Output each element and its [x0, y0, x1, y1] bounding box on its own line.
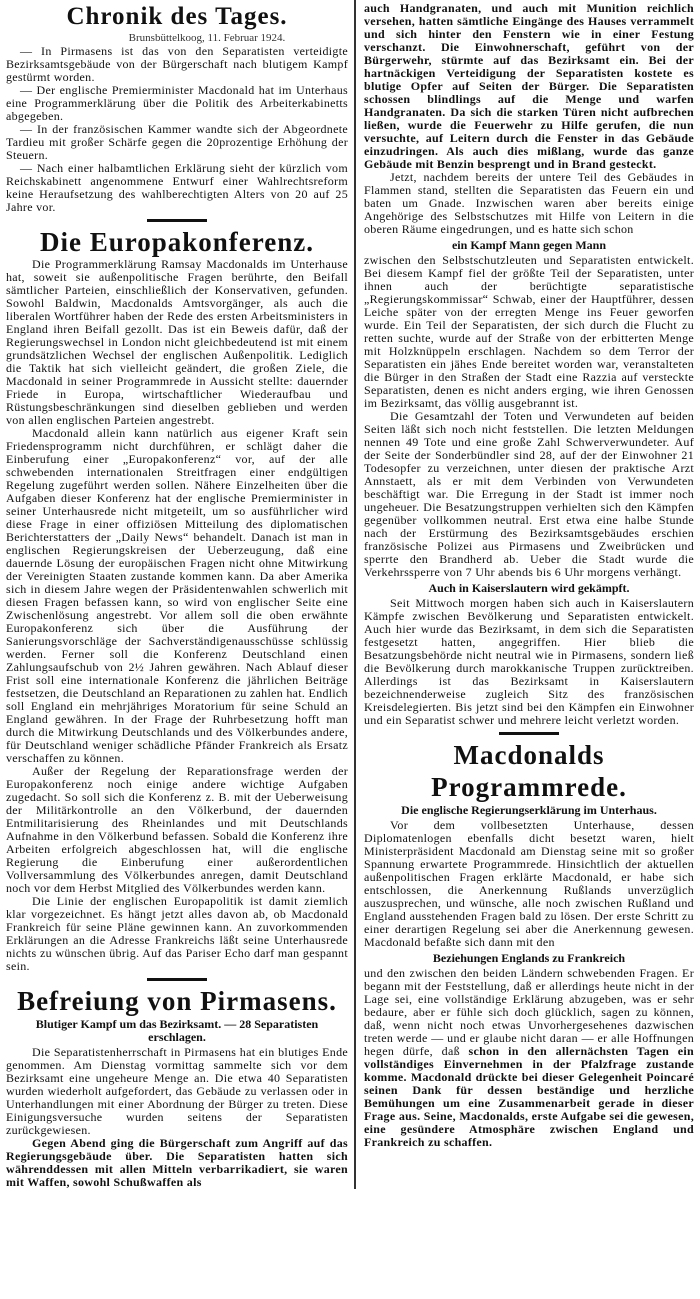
paragraph-text: und den zwischen den beiden Ländern schwebenden Fragen. Er begann mit der Feststellung, daß er allerdings heute nicht in der Lage sei, eine vollständige Erklärung abzugeben, was er sehr bedaure, aber er fühle sich doch glücklich, sagen zu können, daß, wenn nicht noch etwas Unvorhergesehenes dazwischen treten werde — und er glaube nicht daran — er alle Hoffnungen hegen dürfe, daß [364, 966, 694, 1058]
subheading: ein Kampf Mann gegen Mann [451, 238, 606, 252]
europakonferenz-article [6, 226, 348, 973]
pirmasens-article [6, 985, 348, 1189]
article-paragraph: Seit Mittwoch morgen haben sich auch in Kaiserslautern Kämpfe zwischen Bevölkerung und Separatisten entwickelt. Auch hier wurde das Bezirksamt, in dem sich die Separatisten festgesetzt hatten, angegriffen. Hier blieb die Besatzungsbehörde nicht neutral wie in Pirmasens, sondern ließ die Bevölkerung durch marokkanische Truppen zurücktreiben. Allerdings ist das Bezirksamt in Kaiserslautern bezeichnenderweise zugleich Sitz des französischen Kreisdelegierten. Bis jetzt sind bei den Kämpfen ein Einwohner und ein Separatist schwer und mehrere leicht verletzt worden. [364, 596, 694, 727]
pirmasens-article-continued [364, 2, 694, 727]
article-paragraph: Macdonald allein kann natürlich aus eigener Kraft sein Friedensprogramm nicht durchführen, er schlägt daher die Einberufung einer „Europakonferenz“ vor, auf der alle schwebenden internationalen Streitfragen einer endgültigen Regelung zugeführt werden sollen. Nähere Einzelheiten über die Aufgaben dieser Konferenz hat der englische Premierminister in seiner Unterhausrede nicht mitgeteilt, um so ausführlicher wird diese Frage in einer offiziösen Mitteilung des diplomatischen Berichterstatters der „Daily News“ behandelt. Danach ist man in englischen Regierungskreisen der Ueberzeugung, daß eine dauernde Lösung der europäischen Fragen nicht ohne Mitwirkung der Vereinigten Staaten zustande kommen kann. Da aber Amerika sich in diesem Jahre wegen der Präsidentenwahlen schwerlich mit diesen Fragen befassen kann, so wird von englischer Seite eine Zwischenlösung angestrebt. Vor allem soll die oben erwähnte Europakonferenz sich über die Ausführung der Sanierungsvorschläge der Sachverständigenausschüsse schlüssig werden. Ferner soll die Konferenz Deutschland einen Zahlungsaufschub von 2½ Jahren gewähren. Nach Ablauf dieser Frist soll eine internationale Konferenz die jährlichen Beiträge festsetzen, die Deutschland an Reparationen zu zahlen hat. Endlich soll England ein mehrjähriges Moratorium für seine Schuld an England gewähren. In der Frage der Ruhrbesetzung hofft man durch die Mitwirkung Deutschlands und des Völkerbundes andere, für Deutschland weniger schädliche Pfänder Frankreich als Ersatz verschaffen zu können. [6, 426, 348, 765]
chronik-item: — In der französischen Kammer wandte sich der Abgeordnete Tardieu mit großer Schärfe gegen die 20prozentige Erhöhung der Steuern. [6, 122, 348, 162]
subheading: Auch in Kaiserslautern wird gekämpft. [428, 581, 630, 595]
article-separator [147, 978, 207, 981]
right-column [354, 0, 700, 1189]
europakonferenz-title: Die Europakonferenz. [39, 227, 314, 257]
macdonald-title: Macdonalds Programmrede. [431, 740, 627, 802]
article-paragraph: Außer der Regelung der Reparationsfrage werden der Europakonferenz noch einige andere wichtige Aufgaben zugedacht. So soll sich die Konferenz z. B. mit der Ueberweisung der Militärkontrolle an den Völkerbund, der dauernden Entmilitarisierung des Rheinlandes und mit Deutschlands Aufnahme in den Völkerbund befassen. Sobald die Konferenz ihre Arbeiten erfolgreich abgeschlossen hat, will die englische Regierung die Einberufung einer außerordentlichen Vollversammlung des Völkerbundes anregen, damit Deutschland noch vor dem Herbst Mitglied des Völkerbundes werden kann. [6, 764, 348, 895]
article-paragraph: Vor dem vollbesetzten Unterhause, dessen Diplomatenlogen ebenfalls dicht besetzt waren, hielt Ministerpräsident Macdonald am Dienstag seine mit so großer Spannung erwartete Programmrede. Hinsichtlich der aktuellen außenpolitischen Fragen erklärte Macdonald, er habe sich entschlossen, die Anerkennung Rußlands unverzüglich auszusprechen, und wünsche, alle noch zwischen Rußland und England ausstehenden Fragen bald zu lösen. Der erste Schritt zu einer derartigen Regelung sei aber die Anerkennung gewesen. Macdonald befaßte sich dann mit den [364, 818, 694, 949]
article-paragraph: auch Handgranaten, und auch mit Munition reichlich versehen, hatten sämtliche Eingänge des Hauses verrammelt und sich hinter den Fenstern wie in einer Festung verschanzt. Die Einwohnerschaft, geführt von der Bürgerwehr, stürmte auf das Bezirksamt ein. Bei der hartnäckigen Verteidigung der Separatisten kostete es blutige Opfer auf Seiten der Bürger. Die Separatisten schossen blindlings auf die Menge und warfen Handgranaten. Da sich die starken Türen nicht aufbrechen ließen, wurde die Feuerwehr zu Hilfe gerufen, die nun versuchte, auf Leitern durch die Fenster in das Gebäude einzudringen. Als auch dies mißlang, wurde das ganze Gebäude mit Benzin besprengt und in Brand gesteckt. [364, 1, 694, 171]
article-paragraph: Gegen Abend ging die Bürgerschaft zum Angriff auf das Regierungsgebäude über. Die Separatisten hatten sich währenddessen mit allen Mitteln verbarrikadiert, sie waren mit Waffen, sowohl Schußwaffen als [6, 1136, 348, 1189]
chronik-article [6, 2, 348, 214]
article-separator [499, 732, 559, 735]
subheading: Beziehungen Englands zu Frankreich [432, 951, 626, 965]
article-paragraph: zwischen den Selbstschutzleuten und Separatisten entwickelt. Bei diesem Kampf fiel der größte Teil der Separatisten, unter ihnen auch der berüchtigte separatistische „Regierungskommissar“ Schwab, einer der Hauptführer, dessen Leiche später von der erregten Menge ins Feuer geworfen wurde. Ein Teil der Separatisten, der sich durch die Flucht zu retten suchte, wurde auf der Straße von der erbitterten Menge mit Holzknüppeln erschlagen. Nachdem so dem Terror der Separatisten ein jähes Ende bereitet worden war, veranstalteten die Bürger in den Straßen der Stadt eine Razzia auf versteckte Separatisten, denen es nicht anders erging, wie ihren Genossen im Bezirksamt, das völlig ausgebrannt ist. [364, 253, 694, 410]
pirmasens-title: Befreiung von Pirmasens. [17, 986, 337, 1016]
article-paragraph [364, 967, 694, 1149]
article-paragraph: Die Linie der englischen Europapolitik ist damit ziemlich klar vorgezeichnet. Es hängt jetzt alles davon ab, ob Macdonald Frankreich für seine Pläne gewinnen kann. An zuvorkommenden Erklärungen an die Adresse Frankreichs läßt seine Unterhausrede nichts zu wünschen übrig. Auf das Pariser Echo darf man gespannt sein. [6, 894, 348, 973]
article-paragraph: Jetzt, nachdem bereits der untere Teil des Gebäudes in Flammen stand, stellten die Separatisten das Feuern ein und baten um Gnade. Inzwischen waren aber bereits einige Angehörige des Selbstschutzes mit Hilfe von Leitern in die oberen Räume eingedrungen, und es hatte sich schon [364, 170, 694, 236]
article-paragraph: Die Separatistenherrschaft in Pirmasens hat ein blutiges Ende genommen. Am Dienstag vormittag sammelte sich vor dem Bezirksamt eine ungeheure Menge an. Die etwa 40 Separatisten wurden wiederholt aufgefordert, das Gebäude zu verlassen oder in Unterhandlungen mit einer Abordnung der Bürger zu treten. Diese Einigungsversuche wurden seitens der Separatisten zurückgewiesen. [6, 1045, 348, 1137]
article-paragraph: Die Gesamtzahl der Toten und Verwundeten auf beiden Seiten läßt sich noch nicht feststellen. Die letzten Meldungen nennen 49 Tote und eine große Zahl Schwerverwundeter. Auf der Seite der Sonderbündler sind 28, auf der der Einwohner 21 Todesopfer zu verzeichnen, unter diesen der praktische Arzt Annstaett, als er mit dem Verbinden von Verwundeten beschäftigt war. Die Erregung in der Stadt ist immer noch ungeheuer. Die Besatzungstruppen verhielten sich den Kämpfen gegenüber vollkommen neutral. Erst etwa eine halbe Stunde nach der Erstürmung des Bezirksamtsgebäudes erschien französische Polizei aus Pirmasens und Zweibrücken und sperrte den Brandherd ab. Ueber die Stadt wurde die Verkehrssperre von 7 Uhr abends bis 6 Uhr morgens verhängt. [364, 409, 694, 579]
macdonald-subtitle: Die englische Regierungserklärung im Unterhaus. [401, 803, 657, 817]
chronik-title: Chronik des Tages. [66, 3, 288, 30]
chronik-item: — In Pirmasens ist das von den Separatisten verteidigte Bezirksamtsgebäude von der Bürgerschaft nach blutigem Kampf gestürmt worden. [6, 44, 348, 84]
article-paragraph: Die Programmerklärung Ramsay Macdonalds im Unterhause hat, soweit sie außenpolitische Fragen berührte, den Beifall sämtlicher Parteien, einschließlich der Konservativen, gefunden. Sowohl Baldwin, Macdonalds Amtsvorgänger, als auch die liberalen Wortführer haben der Rede des ersten Arbeitsministers in England ihren Beifall gezollt. Das ist ein Beweis dafür, daß der Regierungswechsel in London nicht gleichbedeutend ist mit einem grundsätzlichen Wechsel der englischen Außenpolitik. Lediglich die Taktik hat sich vielleicht geändert, die großen Ziele, die Macdonald in seiner Programmrede in Aussicht stellte: dauernder Friede in Europa, wirtschaftlicher Wiederaufbau und Rüstungsbeschränkungen sind dieselben geblieben und werden von allen englischen Parteien angestrebt. [6, 257, 348, 427]
dateline: Brunsbüttelkoog, 11. Februar 1924. [128, 32, 286, 44]
pirmasens-subtitle: Blutiger Kampf um das Bezirksamt. — 28 Separatisten erschlagen. [35, 1017, 319, 1044]
paragraph-text-bold: schon in den allernächsten Tagen ein vollständiges Einvernehmen in der Pfalzfrage zustande komme. Macdonald drückte bei dieser Gelegenheit Poincaré seinen Dank für dessen beständige und herzliche Bemühungen um eine Zusammenarbeit gerade in dieser Frage aus. Seine, Macdonalds, erste Aufgabe sei die gewesen, eine gesündere Atmosphäre zwischen England und Frankreich zu schaffen. [364, 1044, 694, 1149]
chronik-item: — Der englische Premierminister Macdonald hat im Unterhaus eine Programmerklärung über die Politik des Arbeiterkabinetts abgegeben. [6, 83, 348, 123]
article-separator [147, 219, 207, 222]
left-column [0, 0, 354, 1189]
chronik-item: — Nach einer halbamtlichen Erklärung sieht der kürzlich vom Reichskabinett angenommene Entwurf einer Wahlrechtsreform keine Heraufsetzung des wahlberechtigten Alters von 20 auf 25 Jahre vor. [6, 161, 348, 214]
macdonald-article [364, 739, 694, 1149]
